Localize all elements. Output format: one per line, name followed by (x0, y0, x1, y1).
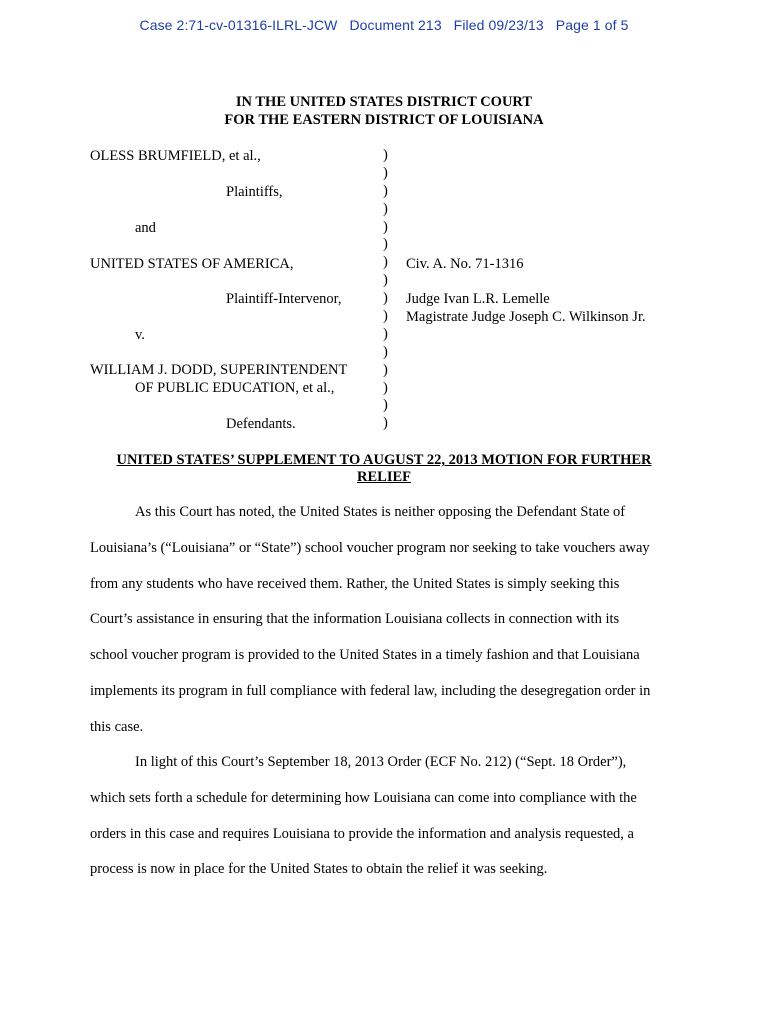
case-caption (0, 0, 768, 440)
caption-paren: ) (383, 308, 388, 325)
paragraph-line: from any students who have received them. Rather, the United States is simply seeking this (90, 575, 620, 592)
defendant-name-line-1: WILLIAM J. DODD, SUPERINTENDENT (90, 362, 348, 378)
paragraph-line: Court’s assistance in ensuring that the information Louisiana collects in connection with its (90, 611, 620, 628)
paragraph-line: orders in this case and requires Louisiana to provide the information and analysis requested, a (90, 825, 634, 842)
magistrate-judge-name: Magistrate Judge Joseph C. Wilkinson Jr. (406, 309, 646, 325)
caption-paren: ) (383, 200, 388, 217)
defendant-role: Defendants. (226, 416, 296, 432)
paragraph-line: implements its program in full compliance with federal law, including the desegregation order in (90, 682, 651, 699)
caption-paren: ) (383, 361, 388, 378)
case-number: Civ. A. No. 71-1316 (406, 256, 524, 272)
caption-paren: ) (383, 397, 388, 414)
caption-paren-column (383, 147, 393, 433)
caption-paren: ) (383, 272, 388, 289)
court-heading-line-1: IN THE UNITED STATES DISTRICT COURT (235, 94, 533, 110)
paragraph-line: In light of this Court’s September 18, 2013 Order (ECF No. 212) (“Sept. 18 Order”), (135, 754, 627, 770)
caption-paren: ) (383, 147, 388, 163)
court-heading-line-2: FOR THE EASTERN DISTRICT OF LOUISIANA (224, 112, 544, 128)
plaintiff-name: OLESS BRUMFIELD, et al., (90, 148, 261, 164)
paragraph-line: Louisiana’s (“Louisiana” or “State”) school voucher program nor seeking to take vouchers away (90, 539, 650, 556)
caption-paren: ) (383, 325, 388, 342)
document-title: UNITED STATES’ SUPPLEMENT TO AUGUST 22, 2013 MOTION FOR FURTHER RELIEF (116, 452, 652, 485)
plaintiff-role: Plaintiffs, (226, 184, 283, 200)
paragraph-line: which sets forth a schedule for determining how Louisiana can come into compliance with the (90, 789, 637, 806)
caption-versus: v. (135, 327, 145, 343)
caption-paren: ) (383, 379, 388, 396)
paragraph-line: this case. (90, 718, 144, 735)
caption-paren: ) (383, 218, 388, 235)
caption-paren: ) (383, 164, 388, 181)
caption-paren: ) (383, 415, 388, 432)
caption-paren: ) (383, 343, 388, 360)
intervenor-name: UNITED STATES OF AMERICA, (90, 256, 294, 272)
body-paragraph-2 (90, 745, 680, 888)
intervenor-role: Plaintiff-Intervenor, (226, 291, 342, 307)
paragraph-line: school voucher program is provided to the United States in a timely fashion and that Louisiana (90, 647, 640, 664)
caption-paren: ) (383, 182, 388, 199)
body-paragraph-1 (90, 495, 680, 746)
defendant-name-line-2: OF PUBLIC EDUCATION, et al., (135, 380, 335, 396)
caption-paren: ) (383, 254, 388, 271)
caption-conjunction: and (135, 220, 156, 236)
ecf-filing-header: Case 2:71-cv-01316-ILRL-JCW Document 213 Filed 09/23/13 Page 1 of 5 (139, 17, 629, 33)
paragraph-line: As this Court has noted, the United States is neither opposing the Defendant State of (135, 504, 626, 520)
judge-name: Judge Ivan L.R. Lemelle (406, 291, 550, 307)
caption-paren: ) (383, 290, 388, 307)
caption-paren: ) (383, 236, 388, 253)
paragraph-line: process is now in place for the United States to obtain the relief it was seeking. (90, 861, 548, 878)
